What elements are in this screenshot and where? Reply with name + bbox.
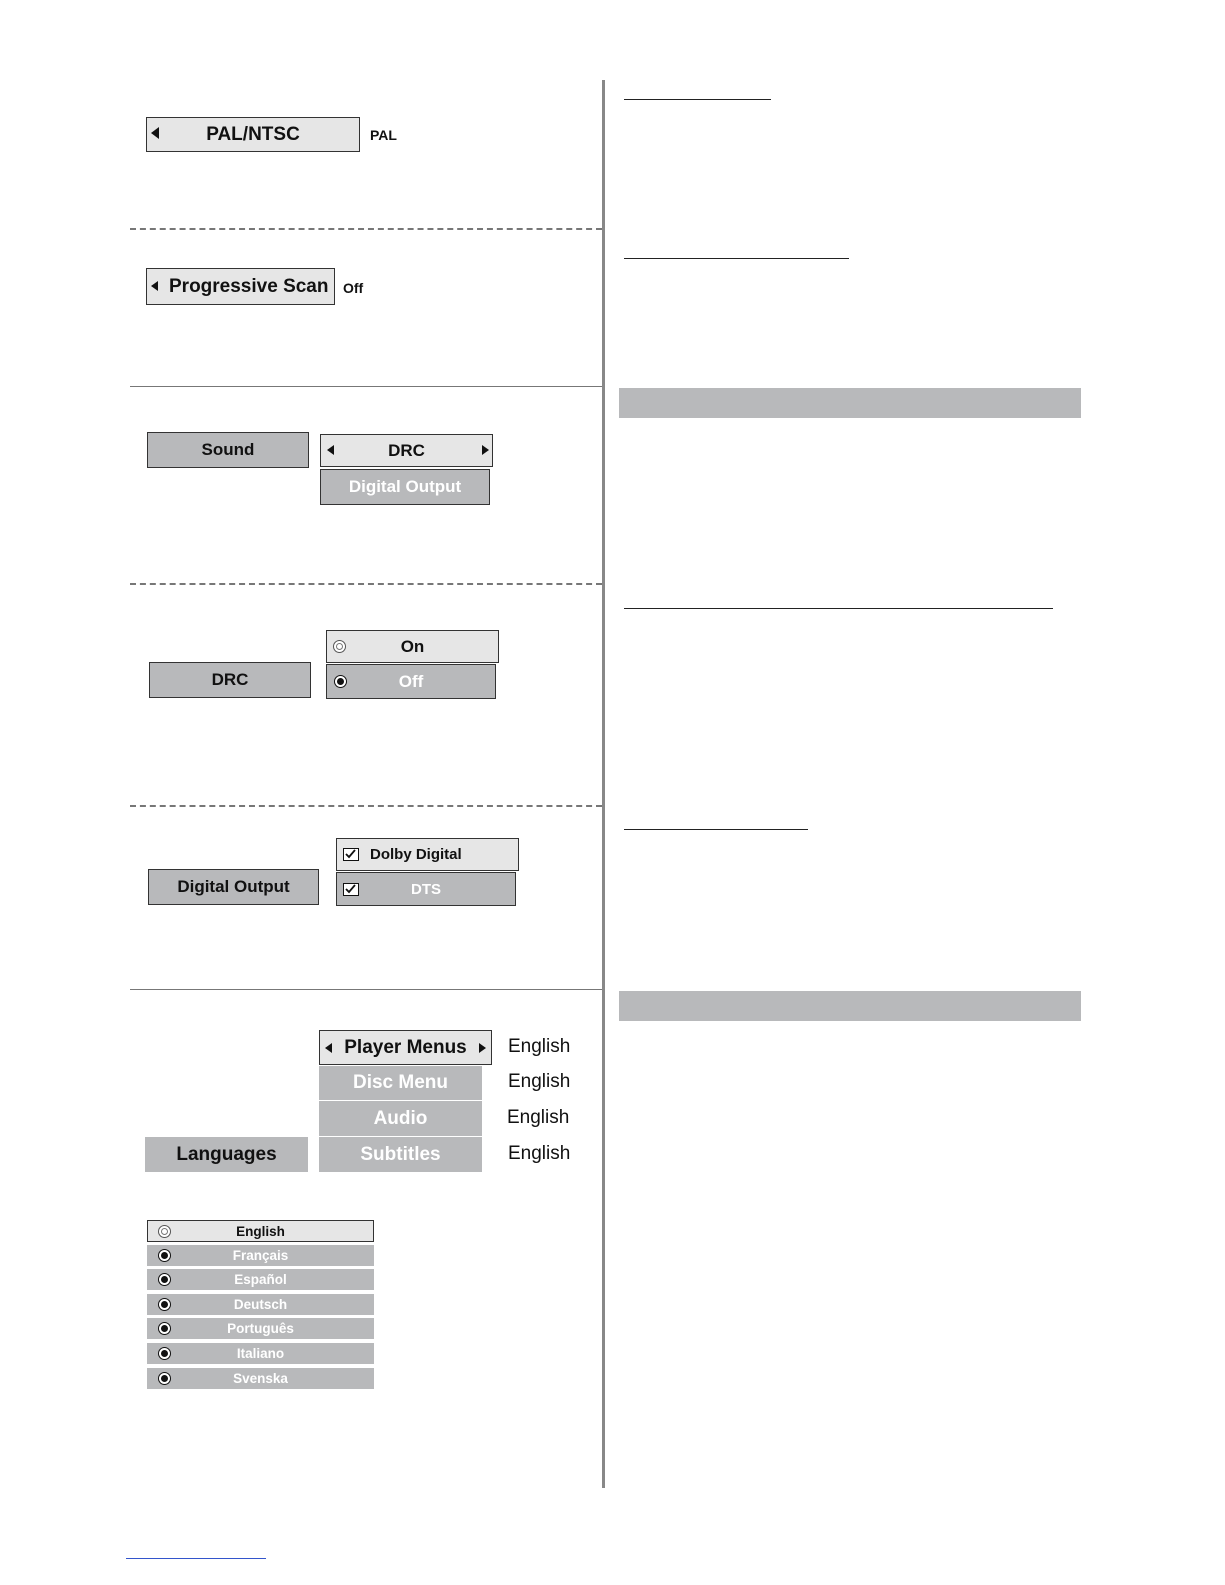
heading-underline xyxy=(624,258,849,259)
radio-selected-icon xyxy=(333,640,346,653)
languages-item-disc-menu[interactable] xyxy=(319,1066,482,1100)
radio-selected-icon xyxy=(158,1225,171,1238)
drc-option-off[interactable] xyxy=(326,664,496,699)
language-option-label: English xyxy=(236,1223,285,1239)
section-separator xyxy=(130,989,602,990)
languages-item-player-menus[interactable] xyxy=(319,1030,492,1065)
radio-icon xyxy=(158,1273,171,1286)
languages-menu-button[interactable] xyxy=(145,1137,308,1172)
column-divider xyxy=(602,80,605,1488)
languages-item-value: English xyxy=(508,1036,571,1057)
heading-underline xyxy=(624,99,771,100)
language-option-label: Deutsch xyxy=(233,1297,288,1312)
footer-link-underline xyxy=(126,1558,266,1559)
left-arrow-icon xyxy=(151,127,159,139)
digital-output-option-label: DTS xyxy=(411,880,441,898)
language-option-label: Español xyxy=(234,1272,287,1287)
language-option[interactable] xyxy=(147,1220,374,1242)
languages-item-audio[interactable] xyxy=(319,1101,482,1136)
sound-item-drc[interactable] xyxy=(320,434,493,467)
language-option-label: Português xyxy=(227,1321,294,1336)
section-separator xyxy=(130,228,602,230)
sound-item-digital-output[interactable] xyxy=(320,469,490,505)
left-arrow-icon xyxy=(327,445,334,455)
right-arrow-icon xyxy=(482,445,489,455)
drc-option-on[interactable] xyxy=(326,630,499,663)
languages-item-subtitles[interactable] xyxy=(319,1137,482,1172)
pal-ntsc-label: PAL/NTSC xyxy=(206,123,300,145)
right-arrow-icon xyxy=(479,1043,486,1053)
radio-icon xyxy=(158,1347,171,1360)
languages-item-label: Disc Menu xyxy=(352,1072,449,1093)
progressive-scan-value: Off xyxy=(343,280,364,296)
digital-output-option-dts[interactable] xyxy=(336,872,516,906)
sound-menu-button[interactable] xyxy=(147,432,309,468)
section-header-bar xyxy=(619,991,1081,1021)
languages-item-label: Subtitles xyxy=(360,1143,441,1165)
heading-underline xyxy=(624,829,808,830)
languages-item-label: Player Menus xyxy=(344,1036,467,1058)
pal-ntsc-value: PAL xyxy=(370,127,397,143)
language-option[interactable] xyxy=(147,1269,374,1290)
radio-icon xyxy=(158,1322,171,1335)
left-arrow-icon xyxy=(325,1043,332,1053)
language-option[interactable] xyxy=(147,1343,374,1364)
digital-output-menu-button[interactable] xyxy=(148,869,319,905)
digital-output-option-label: Dolby Digital xyxy=(370,846,462,863)
heading-underline xyxy=(624,608,1053,609)
digital-output-label: Digital Output xyxy=(177,877,290,896)
progressive-scan-label: Progressive Scan xyxy=(169,275,329,297)
checkbox-checked-icon xyxy=(343,883,359,896)
sound-item-label: DRC xyxy=(388,440,425,460)
language-option-label: Italiano xyxy=(236,1346,285,1361)
checkbox-checked-icon xyxy=(343,848,359,861)
language-option-label: Svenska xyxy=(233,1371,288,1386)
languages-item-label: Audio xyxy=(373,1107,428,1129)
drc-option-label: Off xyxy=(398,671,424,691)
drc-option-label: On xyxy=(400,636,425,656)
languages-item-value: English xyxy=(508,1143,571,1164)
progressive-scan-menu-item[interactable] xyxy=(146,268,335,305)
left-arrow-icon xyxy=(151,281,158,291)
section-header-bar xyxy=(619,388,1081,418)
section-separator xyxy=(130,583,602,585)
sound-item-label: Digital Output xyxy=(348,477,462,496)
language-option[interactable] xyxy=(147,1294,374,1315)
languages-item-value: English xyxy=(508,1071,571,1092)
radio-icon xyxy=(334,675,347,688)
drc-label: DRC xyxy=(211,670,249,689)
section-separator xyxy=(130,386,602,387)
language-option[interactable] xyxy=(147,1245,374,1266)
language-option[interactable] xyxy=(147,1318,374,1339)
language-option[interactable] xyxy=(147,1368,374,1389)
drc-menu-button[interactable] xyxy=(149,662,311,698)
sound-label: Sound xyxy=(201,440,255,459)
pal-ntsc-menu-item[interactable] xyxy=(146,117,360,152)
radio-icon xyxy=(158,1249,171,1262)
language-option-label: Français xyxy=(232,1248,289,1263)
section-separator xyxy=(130,805,602,807)
digital-output-option-dolby[interactable] xyxy=(336,838,519,871)
languages-label: Languages xyxy=(176,1143,277,1165)
radio-icon xyxy=(158,1372,171,1385)
radio-icon xyxy=(158,1298,171,1311)
languages-item-value: English xyxy=(507,1107,570,1128)
